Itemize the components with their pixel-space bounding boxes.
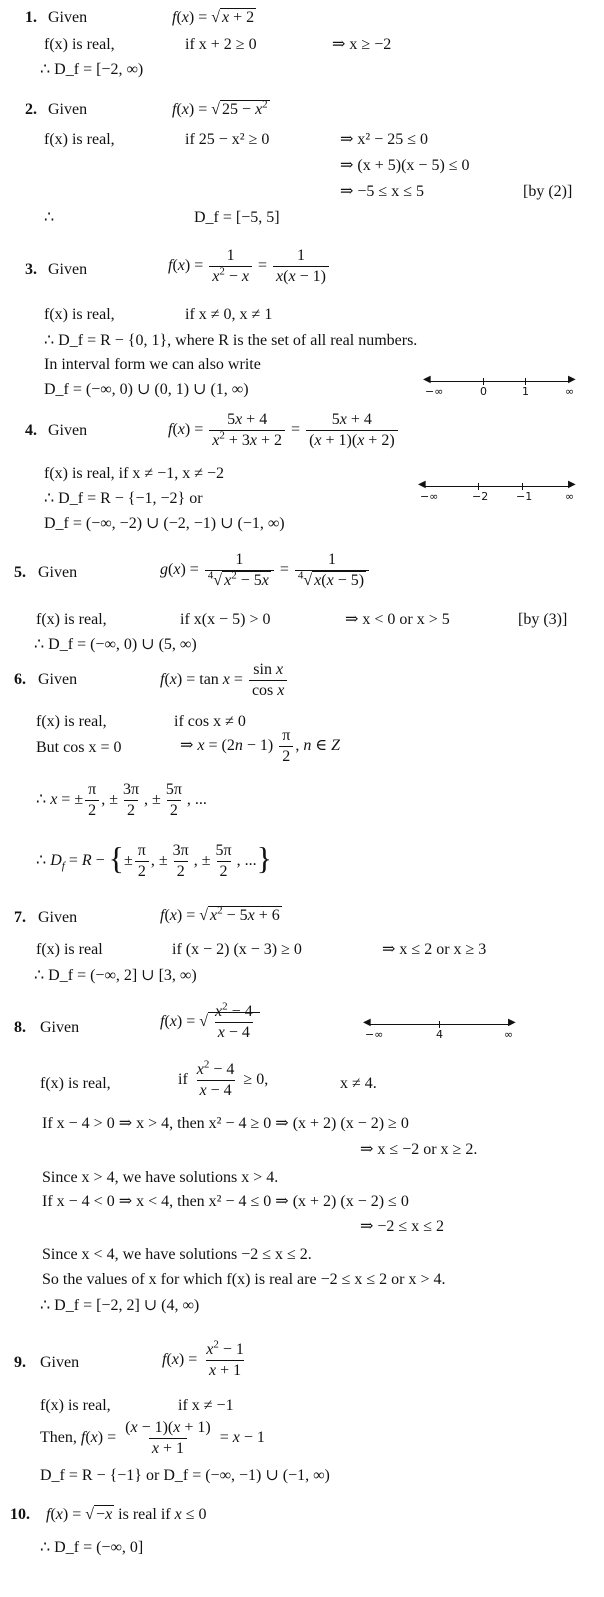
problem-6-real: f(x) is real, bbox=[36, 713, 107, 730]
problem-2-condition: if 25 − x² ≥ 0 bbox=[185, 131, 270, 148]
problem-4-line-label: −∞ bbox=[420, 490, 439, 503]
problem-3-interval: D_f = (−∞, 0) ∪ (0, 1) ∪ (1, ∞) bbox=[44, 381, 249, 398]
problem-3-given: Given bbox=[48, 261, 88, 278]
problem-8-real: f(x) is real, bbox=[40, 1075, 111, 1092]
problem-8-condition: if $\frac{x^2 - 4}{x - 4}$ ≥ 0, bbox=[178, 1058, 269, 1099]
problem-10-domain: ∴ D_f = (−∞, 0] bbox=[40, 1539, 144, 1556]
problem-8-line-label: −∞ bbox=[365, 1028, 384, 1041]
problem-8-number: 8. bbox=[14, 1019, 26, 1036]
problem-8-summary: So the values of x for which f(x) is real are −2 ≤ x ≤ 2 or x > 4. bbox=[42, 1271, 446, 1288]
problem-2-step-2: ⇒ (x + 5)(x − 5) ≤ 0 bbox=[340, 157, 470, 174]
problem-3-condition: if x ≠ 0, x ≠ 1 bbox=[185, 306, 273, 323]
problem-3-real: f(x) is real, bbox=[44, 306, 115, 323]
problem-3-number: 3. bbox=[25, 261, 37, 278]
problem-4-number: 4. bbox=[25, 422, 37, 439]
problem-5-given: Given bbox=[38, 564, 78, 581]
problem-9-domain: D_f = R − {−1} or D_f = (−∞, −1) ∪ (−1, ∞) bbox=[40, 1467, 330, 1484]
problem-8-condition-2: x ≠ 4. bbox=[340, 1075, 377, 1092]
problem-8-number-line: ◀ ▶ −∞ 4 ∞ bbox=[363, 1017, 516, 1041]
problem-5-implies: ⇒ x < 0 or x > 5 bbox=[345, 611, 450, 628]
problem-6-domain: ∴ $D_f = R$ − {± $\frac{\pi}{2}$ , ± $\frac{3\pi}{2}$ , ± $\frac{5\pi}{2}$ , ...} bbox=[36, 840, 272, 880]
problem-9-number: 9. bbox=[14, 1354, 26, 1371]
problem-4-real: f(x) is real, if x ≠ −1, x ≠ −2 bbox=[44, 465, 225, 482]
problem-5-number: 5. bbox=[14, 564, 26, 581]
problem-3-line-label: 1 bbox=[522, 385, 529, 398]
problem-2-real: f(x) is real, bbox=[44, 131, 115, 148]
problem-9-given: Given bbox=[40, 1354, 80, 1371]
problem-3-line-label: 0 bbox=[480, 385, 487, 398]
problem-3-domain: ∴ D_f = R − {0, 1}, where R is the set of all real numbers. bbox=[44, 332, 418, 349]
problem-9-real: f(x) is real, bbox=[40, 1397, 111, 1414]
problem-8-line-label: ∞ bbox=[504, 1028, 514, 1041]
problem-7-function: f(x) = √ $x^2 - 5x + 6$ bbox=[160, 904, 280, 924]
problem-10-function: f(x) = √ −x is real if x ≤ 0 bbox=[46, 1506, 207, 1523]
problem-6-xvals: ∴ x = ± $\frac{\pi}{2}$ , ± $\frac{3\pi}{2}$ , ± $\frac{5\pi}{2}$ , ... bbox=[36, 781, 207, 819]
problem-1-real: f(x) is real, bbox=[44, 36, 115, 53]
problem-3-line-label: −∞ bbox=[425, 385, 444, 398]
problem-9-function: f(x) = $\frac{x^2 - 1}{x + 1}$ bbox=[162, 1338, 244, 1379]
problem-4-line-label: ∞ bbox=[565, 490, 575, 503]
problem-4-line-label: −2 bbox=[472, 490, 489, 503]
problem-3-interval-note: In interval form we can also write bbox=[44, 356, 261, 373]
problem-1-domain: ∴ D_f = [−2, ∞) bbox=[40, 61, 144, 78]
problem-8-case-2: If x − 4 < 0 ⇒ x < 4, then x² − 4 ≤ 0 ⇒ (x + 2) (x − 2) ≤ 0 bbox=[42, 1193, 409, 1210]
problem-4-line-label: −1 bbox=[516, 490, 533, 503]
problem-8-case-1b: ⇒ x ≤ −2 or x ≥ 2. bbox=[360, 1141, 478, 1158]
problem-8-case-1-solution: Since x > 4, we have solutions x > 4. bbox=[42, 1169, 279, 1186]
problem-2-step-1: ⇒ x² − 25 ≤ 0 bbox=[340, 131, 429, 148]
problem-4-interval: D_f = (−∞, −2) ∪ (−2, −1) ∪ (−1, ∞) bbox=[44, 515, 285, 532]
problem-5-function: g(x) = $\frac{1}{^4√ x^2 - 5x}$ = $\frac{1}{^4√ x(x - 5)}$ bbox=[160, 552, 371, 589]
problem-1-condition: if x + 2 ≥ 0 bbox=[185, 36, 257, 53]
problem-6-implies: ⇒ x = (2n − 1) $\frac{\pi}{2}$ , n ∈ Z bbox=[180, 727, 341, 765]
problem-8-function: f(x) = √ $\frac{x^2 - 4}{x - 4}$ bbox=[160, 1004, 260, 1041]
problem-7-real: f(x) is real bbox=[36, 941, 103, 958]
problem-4-given: Given bbox=[48, 422, 88, 439]
problem-2-function: f(x) = √ $25 - x^2$ bbox=[172, 98, 268, 118]
problem-4-domain: ∴ D_f = R − {−1, −2} or bbox=[44, 490, 203, 507]
problem-4-function: f(x) = $\frac{5x + 4}{x^2 + 3x + 2}$ = $\frac{5x + 4}{(x + 1)(x + 2)}$ bbox=[168, 412, 400, 449]
problem-7-implies: ⇒ x ≤ 2 or x ≥ 3 bbox=[382, 941, 487, 958]
problem-2-given: Given bbox=[48, 101, 88, 118]
problem-6-number: 6. bbox=[14, 671, 26, 688]
problem-7-domain: ∴ D_f = (−∞, 2] ∪ [3, ∞) bbox=[34, 967, 197, 984]
problem-6-given: Given bbox=[38, 671, 78, 688]
problem-2-step-3: ⇒ −5 ≤ x ≤ 5 bbox=[340, 183, 424, 200]
problem-2-therefore: ∴ bbox=[44, 209, 55, 226]
problem-5-real: f(x) is real, bbox=[36, 611, 107, 628]
problem-7-given: Given bbox=[38, 909, 78, 926]
problem-8-given: Given bbox=[40, 1019, 80, 1036]
problem-1-implies: ⇒ x ≥ −2 bbox=[332, 36, 392, 53]
problem-6-but: But cos x = 0 bbox=[36, 739, 122, 756]
problem-6-function: f(x) = tan x = $\frac{\text{sin x}}{\text{cos x}}$ bbox=[160, 662, 289, 699]
problem-7-number: 7. bbox=[14, 909, 26, 926]
problem-8-case-2b: ⇒ −2 ≤ x ≤ 2 bbox=[360, 1218, 444, 1235]
problem-3-number-line: ◀ ▶ −∞ 0 1 ∞ bbox=[423, 374, 576, 398]
problem-5-condition: if x(x − 5) > 0 bbox=[180, 611, 271, 628]
problem-3-line-label: ∞ bbox=[565, 385, 575, 398]
problem-8-case-1: If x − 4 > 0 ⇒ x > 4, then x² − 4 ≥ 0 ⇒ (x + 2) (x − 2) ≥ 0 bbox=[42, 1115, 409, 1132]
problem-2-reference: [by (2)] bbox=[523, 183, 573, 200]
problem-8-line-label: 4 bbox=[436, 1028, 443, 1041]
problem-3-function: f(x) = $\frac{1}{x^2 - x}$ = $\frac{1}{x(x - 1)}$ bbox=[168, 248, 331, 285]
problem-5-reference: [by (3)] bbox=[518, 611, 568, 628]
problem-2-domain: D_f = [−5, 5] bbox=[194, 209, 280, 226]
problem-1-given: Given bbox=[48, 9, 88, 26]
problem-9-then: Then, f(x) = $\frac{(x - 1)(x + 1)}{x + 1}$ = x − 1 bbox=[40, 1419, 265, 1457]
problem-1-function: f(x) = √ x + 2 bbox=[172, 9, 255, 26]
problem-10-number: 10. bbox=[10, 1506, 30, 1523]
problem-5-domain: ∴ D_f = (−∞, 0) ∪ (5, ∞) bbox=[34, 636, 197, 653]
problem-8-domain: ∴ D_f = [−2, 2] ∪ (4, ∞) bbox=[40, 1297, 200, 1314]
problem-2-number: 2. bbox=[25, 101, 37, 118]
problem-8-case-2-solution: Since x < 4, we have solutions −2 ≤ x ≤ 2. bbox=[42, 1246, 312, 1263]
problem-7-condition: if (x − 2) (x − 3) ≥ 0 bbox=[172, 941, 302, 958]
problem-9-condition: if x ≠ −1 bbox=[178, 1397, 234, 1414]
problem-1-number: 1. bbox=[25, 9, 37, 26]
problem-6-condition: if cos x ≠ 0 bbox=[174, 713, 246, 730]
problem-4-number-line: ◀ ▶ −∞ −2 −1 ∞ bbox=[418, 479, 576, 503]
